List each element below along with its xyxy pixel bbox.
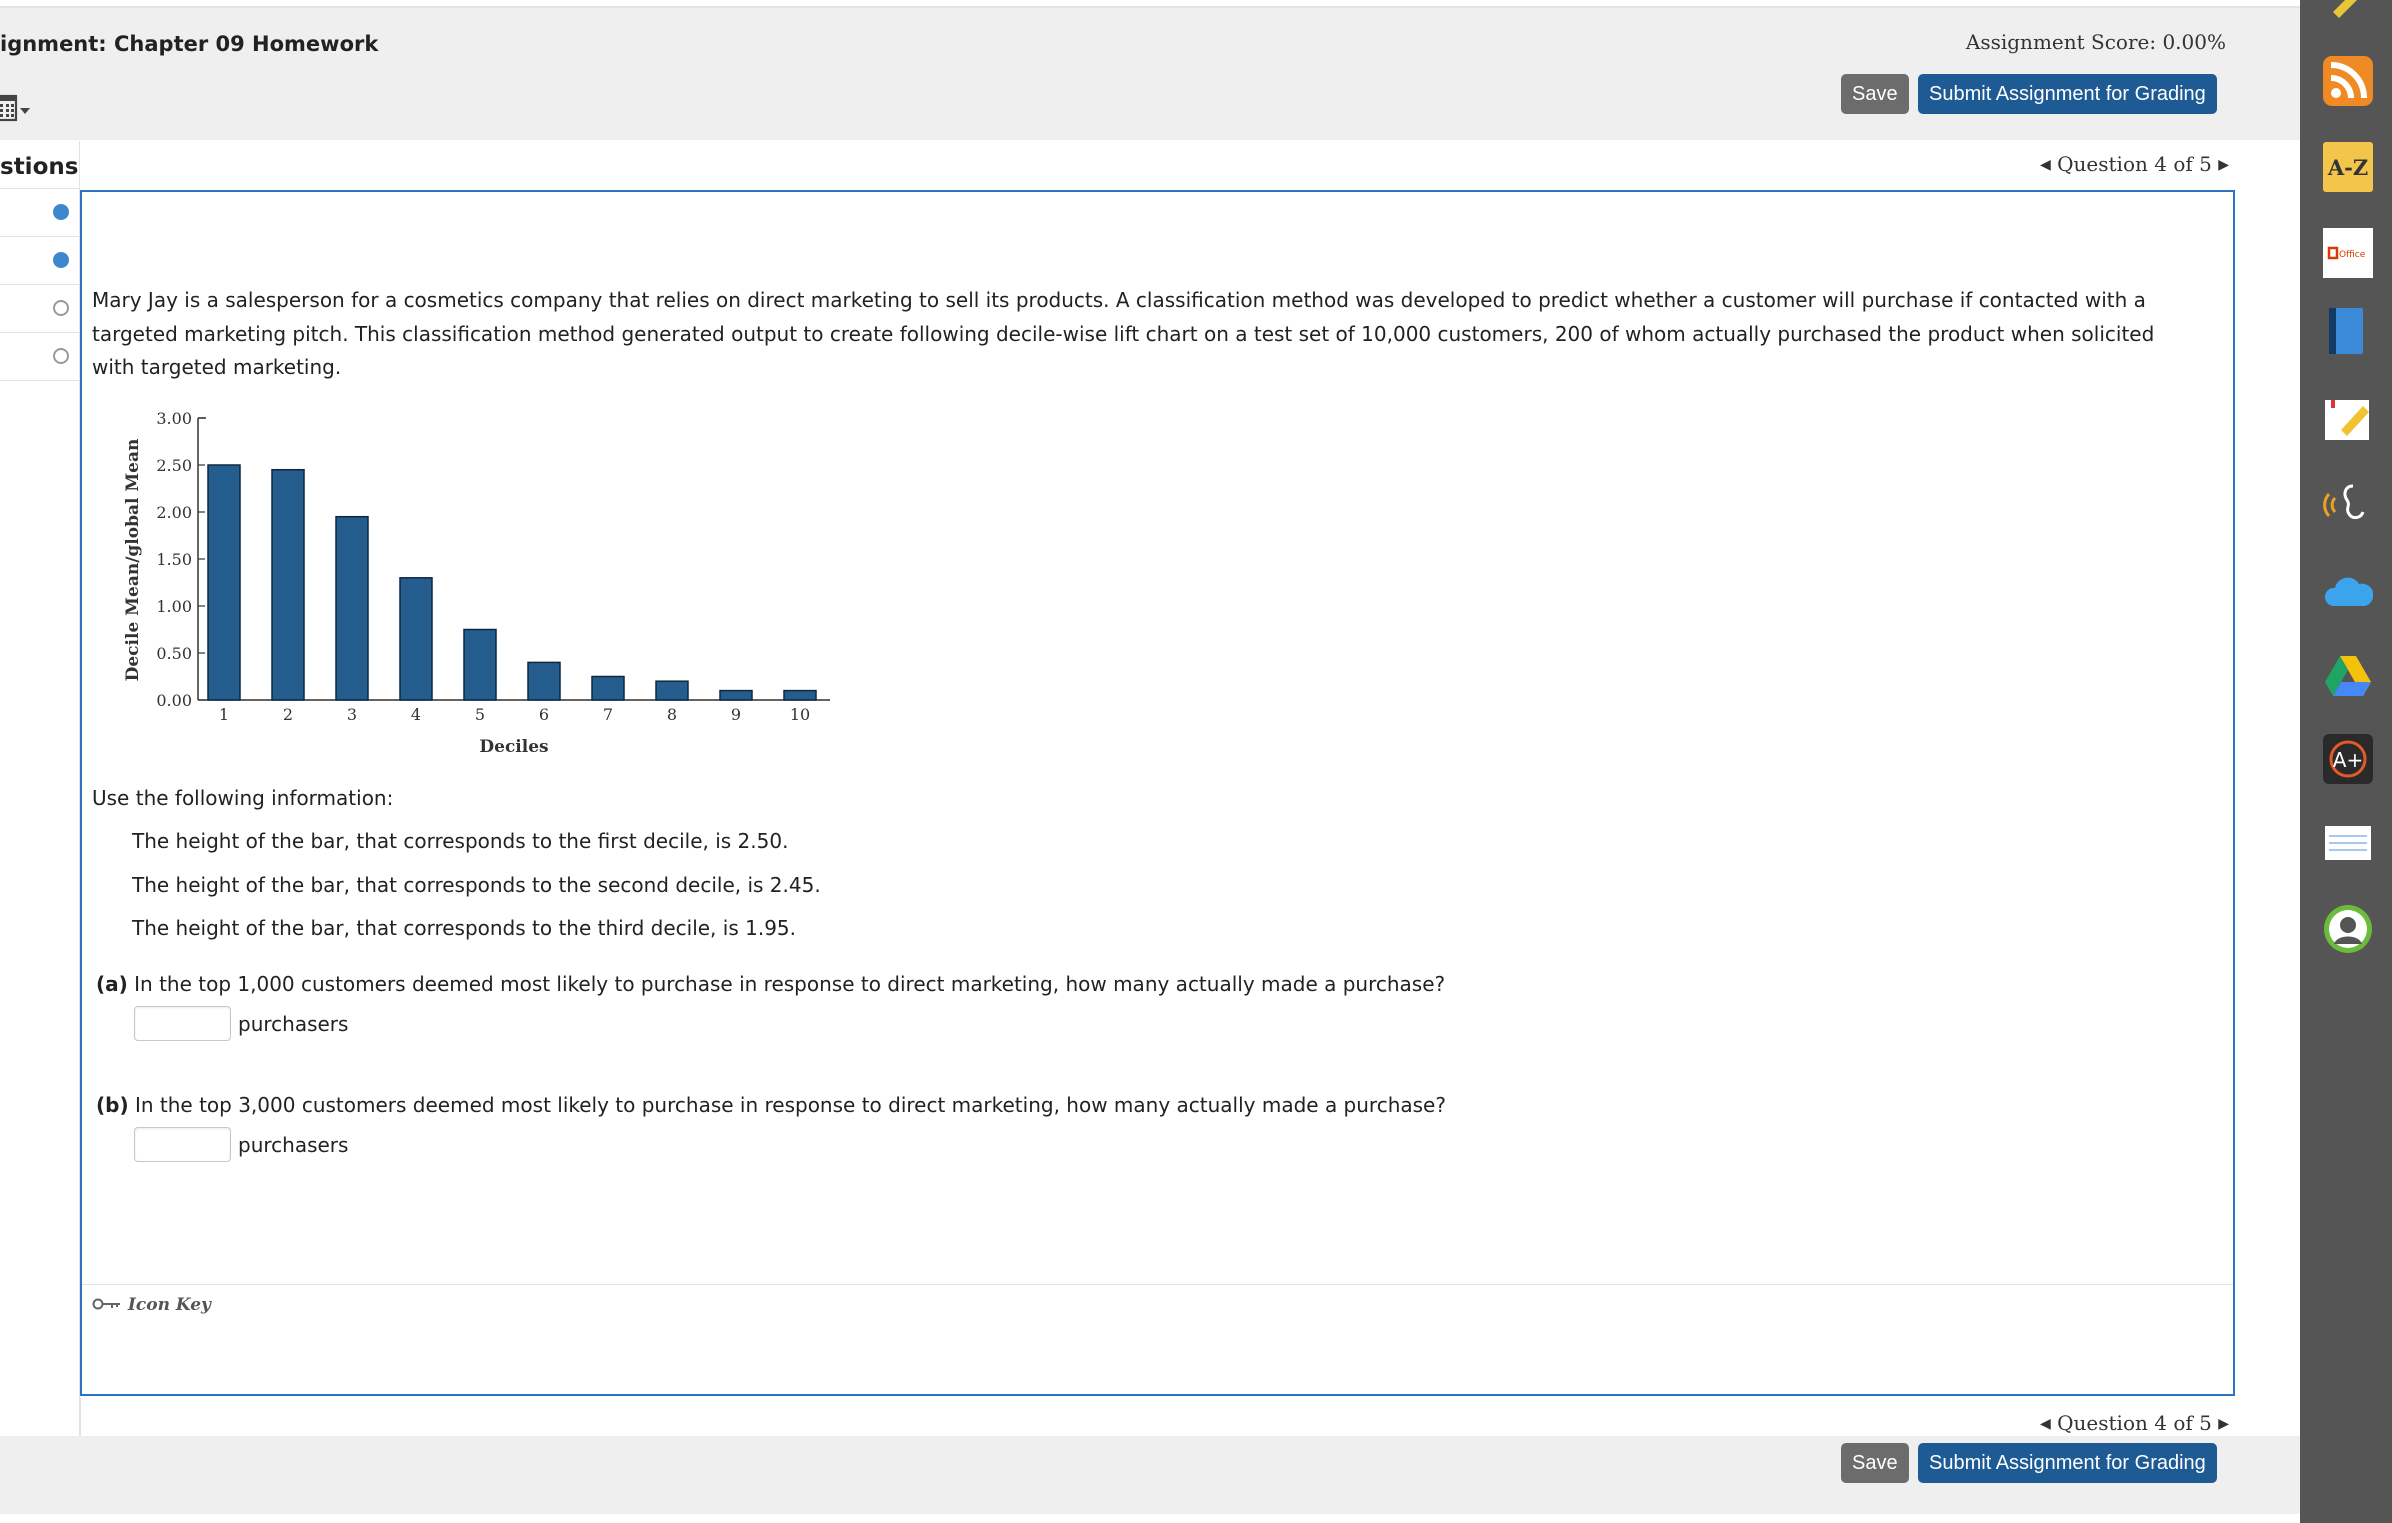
chart-bar [720,691,752,700]
y-tick-label: 3.00 [156,409,192,428]
svg-text:A+: A+ [2332,748,2364,772]
x-tick-label: 4 [410,705,422,724]
chart-bar [464,630,496,701]
x-tick-label: 6 [538,705,550,724]
chart-bar [592,677,624,701]
submit-assignment-button[interactable]: Submit Assignment for Grading [1918,1443,2217,1483]
part-a-question [96,972,1445,996]
calendar-menu-icon[interactable] [0,94,34,124]
question-prompt: Mary Jay is a salesperson for a cosmetics company that relies on direct marketing to sell its products. A classification method was developed to predict whether a customer will purchase if contacted with a targeted marketing pitch. This classification method generated output to create following decile-wise lift chart on a test set of 10,000 customers, 200 of whom actually purchased the product when solicited with targeted marketing. [92,288,2155,379]
questions-panel-heading: stions [0,141,79,189]
onedrive-icon[interactable] [2323,568,2373,618]
answered-dot-icon [53,204,69,220]
assignment-header [0,8,2300,140]
x-tick-label: 3 [346,705,358,724]
y-tick-label: 0.50 [156,644,192,663]
icon-key-link[interactable] [92,1295,211,1315]
question-list-item-1[interactable] [0,189,79,237]
part-b-text: In the top 3,000 customers deemed most likely to purchase in response to direct marketing, how many actually made a purchase? [134,1093,1446,1117]
submit-assignment-button[interactable]: Submit Assignment for Grading [1918,74,2217,114]
avatar-icon[interactable] [2323,904,2373,954]
question-list-item-2[interactable] [0,237,79,285]
part-a-unit: purchasers [238,1012,349,1036]
a-plus-icon[interactable] [2323,734,2373,784]
y-tick-label: 1.50 [156,550,192,569]
x-tick-label: 2 [282,705,294,724]
chart-bar [208,465,240,700]
book-icon[interactable] [2323,306,2373,356]
icon-key-label: Icon Key [127,1295,211,1315]
x-tick-label: 9 [730,705,742,724]
chart-bar [528,662,560,700]
y-tick-label: 1.00 [156,597,192,616]
y-tick-label: 0.00 [156,691,192,710]
unanswered-dot-icon [53,300,69,316]
chart-bar [400,578,432,700]
rss-icon[interactable] [2323,56,2373,106]
svg-text:A-Z: A-Z [2327,155,2369,180]
caret-left-icon[interactable]: ◀ [2040,1416,2051,1432]
read-aloud-icon[interactable] [2323,478,2373,528]
save-button[interactable]: Save [1841,74,1909,114]
assignment-title: ignment: Chapter 09 Homework [0,32,379,56]
caret-left-icon[interactable]: ◀ [2040,157,2051,173]
info-line-1: The height of the bar, that corresponds to the first decile, is 2.50. [132,829,789,853]
x-tick-label: 10 [789,705,811,724]
x-tick-label: 8 [666,705,678,724]
tools-sidebar [2300,0,2392,1523]
x-tick-label: 5 [474,705,486,724]
part-a-label: (a) [96,972,128,996]
chart-bar [784,691,816,700]
answered-dot-icon [53,252,69,268]
decile-lift-chart [118,402,838,762]
part-b-label: (b) [96,1093,129,1117]
key-icon [92,1297,122,1311]
question-counter: Question 4 of 5 [2057,152,2212,176]
svg-text:Office: Office [2339,250,2366,260]
caret-right-icon[interactable]: ▶ [2218,1416,2229,1432]
assignment-score: Assignment Score: 0.00% [1965,30,2226,54]
google-drive-icon[interactable] [2323,650,2373,700]
office-icon[interactable] [2323,228,2373,278]
pen-icon[interactable] [2323,0,2373,22]
save-button[interactable]: Save [1841,1443,1909,1483]
index-card-icon[interactable] [2323,818,2373,868]
part-a-text: In the top 1,000 customers deemed most likely to purchase in response to direct marketing, how many actually made a purchase? [134,972,1446,996]
notes-icon[interactable] [2323,394,2373,444]
caret-right-icon[interactable]: ▶ [2218,157,2229,173]
question-list-item-3[interactable] [0,285,79,333]
content-divider [82,1284,2233,1285]
info-line-3: The height of the bar, that corresponds to the third decile, is 1.95. [132,916,796,940]
x-tick-label: 1 [218,705,230,724]
chart-bar [656,681,688,700]
question-nav-top [2040,152,2229,176]
y-axis-title: Decile Mean/global Mean [123,438,143,682]
info-line-2: The height of the bar, that corresponds to the second decile, is 2.45. [132,873,821,897]
part-b-unit: purchasers [238,1133,349,1157]
question-nav-bottom [2040,1411,2229,1435]
question-content [80,190,2235,1396]
y-tick-label: 2.00 [156,503,192,522]
part-a-answer-input[interactable] [134,1006,231,1041]
y-tick-label: 2.50 [156,456,192,475]
question-counter: Question 4 of 5 [2057,1411,2212,1435]
unanswered-dot-icon [53,348,69,364]
part-b-question [96,1093,1446,1117]
question-footer-area [80,1398,2236,1436]
x-tick-label: 7 [602,705,614,724]
question-list-item-4[interactable] [0,333,79,381]
assignment-footer [0,1436,2300,1514]
chart-bar [272,470,304,700]
info-intro: Use the following information: [92,786,394,810]
chart-bar [336,517,368,700]
part-b-answer-input[interactable] [134,1127,231,1162]
questions-panel [0,141,80,1436]
a-z-icon[interactable] [2323,142,2373,192]
x-axis-title: Deciles [479,737,549,757]
